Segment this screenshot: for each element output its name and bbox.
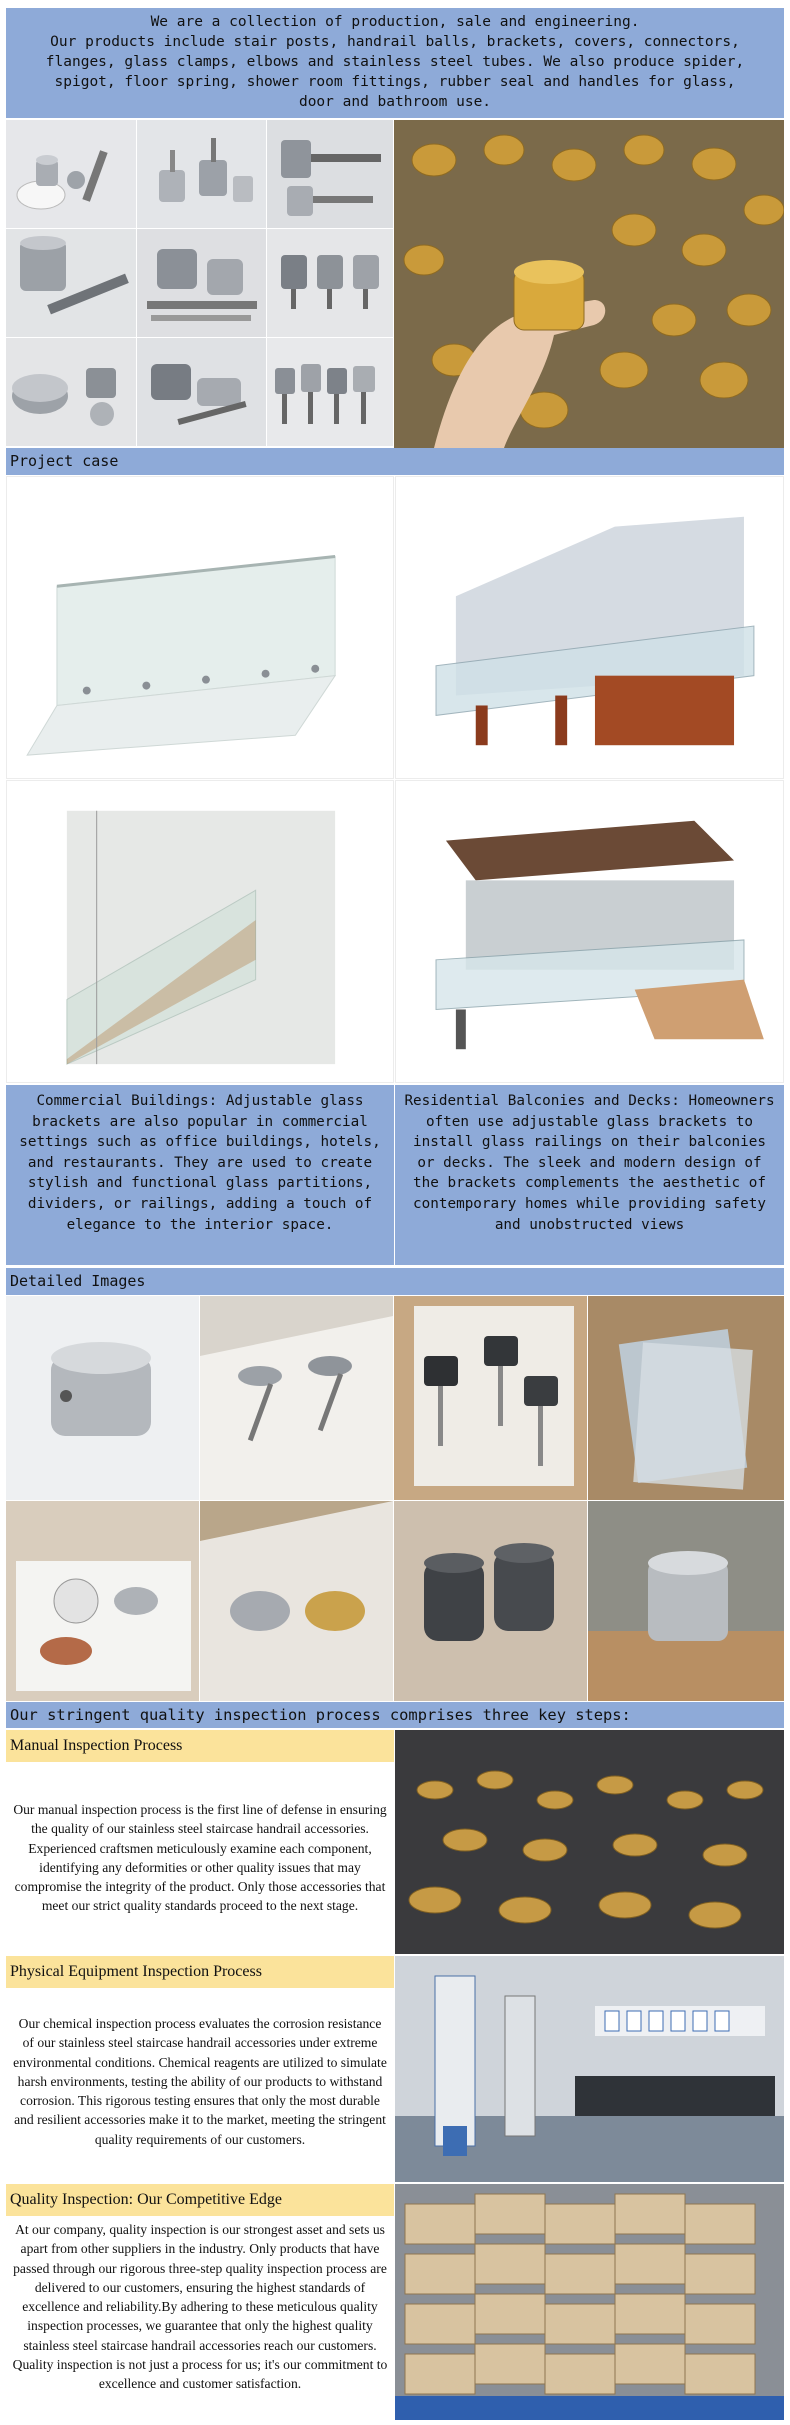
caption-residential: Residential Balconies and Decks: Homeowners often use adjustable glass brackets to install glass railings on their balconies or decks. The sleek and modern design of the brackets complements the aesthetic of contemporary homes while providing safety and unobstructed views [395, 1085, 784, 1265]
caption-commercial: Commercial Buildings: Adjustable glass brackets are also popular in commercial settings such as office buildings, hotels, and restaurants. They are used to create stylish and functional glass partitions, dividers, or railings, adding a touch of elegance to the interior space. [6, 1085, 394, 1265]
product-photo-adapters [137, 338, 266, 446]
quality-text-physical: Our chemical inspection process evaluates the corrosion resistance of our stainless steel staircase handrail accessories under extreme environmental conditions. Chemical reagents are utilized to simulate harsh environments, testing the ability of our products to withstand corrosion. This rigorous testing ensures that only the most durable and resilient accessories make it to the market, meeting the stringent quality requirements of our customers. [13, 2016, 387, 2147]
detail-photo-1 [6, 1296, 199, 1500]
quality-photo-packed-boxes [395, 2184, 784, 2420]
detail-photo-8 [588, 1501, 784, 1701]
detail-photo-5 [6, 1501, 199, 1701]
detail-photo-4 [588, 1296, 784, 1500]
quality-title-manual: Manual Inspection Process [6, 1730, 394, 1762]
project-case-photo-glass-rail [6, 476, 394, 779]
product-photo-bolts [267, 120, 393, 228]
detail-photo-2 [200, 1296, 393, 1500]
intro-line: flanges, glass clamps, elbows and stainless steel tubes. We also produce spider, [45, 54, 745, 70]
section-bar-detailed-images: Detailed Images [6, 1268, 784, 1295]
section-bar-project-case: Project case [6, 448, 784, 475]
project-case-photo-deck [395, 780, 784, 1083]
project-case-photo-balcony [395, 476, 784, 779]
product-photo-washers [6, 120, 136, 228]
quality-photo-lab [395, 1956, 784, 2182]
product-photo-bases [6, 338, 136, 446]
product-photo-spigots [137, 120, 266, 228]
product-photo-bracket-screw [6, 229, 136, 337]
intro-line: Our products include stair posts, handrail balls, brackets, covers, connectors, [50, 34, 740, 50]
detail-photo-7 [394, 1501, 587, 1701]
product-photo-caps [267, 229, 393, 337]
intro-line: door and bathroom use. [298, 94, 492, 110]
intro-line: We are a collection of production, sale and engineering. [150, 14, 640, 30]
quality-text-competitive-edge: At our company, quality inspection is our strongest asset and sets us apart from other suppliers in the industry. Only products that have passed through our rigorous three-step quality inspection process are delivered to our customers, ensuring the highest standards of excellence and reliability.By adhering to these meticulous quality inspection processes, we guarantee that only the highest quality stainless steel staircase handrail accessories reach our customers. Quality inspection is not just a process for us; it's our commitment to excellence and customer satisfaction. [12, 2222, 388, 2392]
project-case-photo-stair-glass [6, 780, 394, 1083]
product-photo-standoffs [267, 338, 393, 446]
intro-line: spigot, floor spring, shower room fittings, rubber seal and handles for glass, [54, 74, 736, 90]
product-photo-gold-brackets [394, 120, 784, 448]
quality-title-competitive-edge: Quality Inspection: Our Competitive Edge [6, 2184, 394, 2216]
quality-title-physical: Physical Equipment Inspection Process [6, 1956, 394, 1988]
quality-text-manual: Our manual inspection process is the first line of defense in ensuring the quality of our stainless steel staircase handrail accessories. Experienced craftsmen meticulously examine each component, identifying any deformities or other quality issues that may compromise the integrity of the product. Only those accessories that meet our strict quality standards proceed to the next stage. [13, 1802, 387, 1914]
detail-photo-6 [200, 1501, 393, 1701]
detail-photo-3 [394, 1296, 587, 1500]
product-photo-clamps [137, 229, 266, 337]
intro-banner [6, 8, 784, 118]
quality-photo-gold-parts [395, 1730, 784, 1954]
section-bar-quality: Our stringent quality inspection process comprises three key steps: [6, 1702, 784, 1728]
